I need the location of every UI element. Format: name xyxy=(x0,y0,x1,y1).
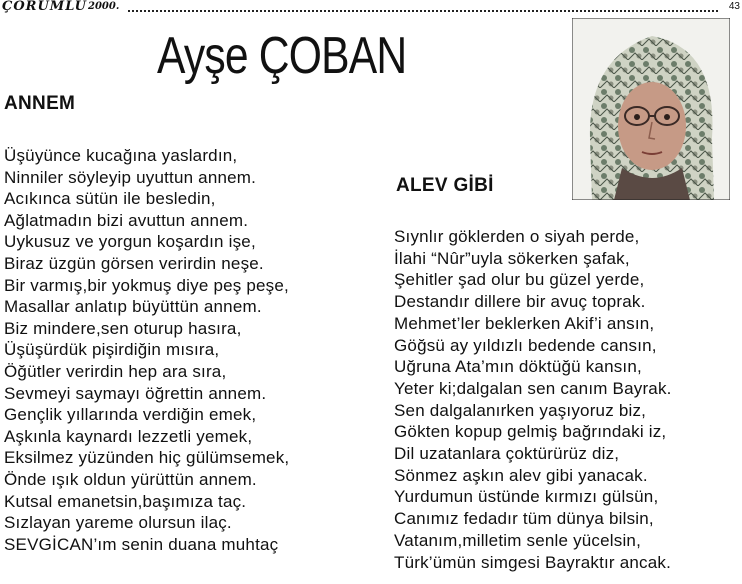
verse-line: Biz mindere,sen oturup hasıra, xyxy=(4,318,242,338)
verse-line: Dil uzatanlara çoktürürüz diz, xyxy=(394,444,620,464)
verse-line: Yurdumun üstünde kırmızı gülsün, xyxy=(394,487,659,507)
verse-line: Türk’ümün simgesi Bayraktır ancak. xyxy=(394,552,671,572)
verse-line: Acıkınca sütün ile besledin, xyxy=(4,189,216,209)
verse-line: Önde ışık oldun yürüttün annem. xyxy=(4,469,257,489)
author-name: Ayşe ÇOBAN xyxy=(157,27,407,85)
verse-line: Göğsü ay yıldızlı bedende cansın, xyxy=(394,335,657,355)
magazine-year: 2000. xyxy=(88,1,120,12)
verse-line: Mehmet’ler beklerken Akif’i ansın, xyxy=(394,313,655,333)
verse-line: Ağlatmadın bizi avuttun annem. xyxy=(4,210,249,230)
verse-line: SEVGİCAN’ım senin duana muhtaç xyxy=(4,534,279,554)
verse-line: Destandır dillere bir avuç toprak. xyxy=(394,292,646,312)
verse-line: İlahi “Nûr”uyla sökerken şafak, xyxy=(394,248,630,268)
poem-alev-gibi-verses xyxy=(394,226,672,573)
header-dotted-rule xyxy=(128,10,718,12)
verse-line: Uykusuz ve yorgun koşardın işe, xyxy=(4,232,256,252)
verse-line: Sönmez aşkın alev gibi yanacak. xyxy=(394,465,648,485)
verse-line: Vatanım,milletim senle yücelsin, xyxy=(394,530,642,550)
verse-line: Bir varmış,bir yokmuş diye peş peşe, xyxy=(4,275,289,295)
verse-line: Uğruna Ata’mın döktüğü kansın, xyxy=(394,357,642,377)
verse-line: Masallar anlatıp büyüttün annem. xyxy=(4,297,262,317)
author-portrait xyxy=(572,18,730,200)
verse-line: Canımız fedadır tüm dünya bilsin, xyxy=(394,509,654,529)
verse-line: Gençlik yıllarında verdiğin emek, xyxy=(4,405,257,425)
verse-line: Sen dalgalanırken yaşıyoruz biz, xyxy=(394,400,647,420)
verse-line: Sıynlır göklerden o siyah perde, xyxy=(394,227,640,246)
verse-line: Kutsal emanetsin,başımıza taç. xyxy=(4,491,247,511)
poem-annem-verses xyxy=(4,145,289,555)
verse-line: Sevmeyi saymayı öğrettin annem. xyxy=(4,383,267,403)
verse-line: Yeter ki;dalgalan sen canım Bayrak. xyxy=(394,378,672,398)
page-number: 43 xyxy=(728,1,740,12)
magazine-brand: ÇORUMLU xyxy=(2,0,87,14)
verse-line: Eksilmez yüzünden hiç gülümsemek, xyxy=(4,448,290,468)
poem-title-alev-gibi: ALEV GİBİ xyxy=(396,175,494,196)
verse-line: Ninniler söyleyip uyuttun annem. xyxy=(4,167,257,187)
verse-line: Gökten kopup gelmiş bağrındaki iz, xyxy=(394,422,667,442)
verse-line: Biraz üzgün görsen verirdin neşe. xyxy=(4,253,264,273)
verse-line: Üşüşürdük pişirdiğin mısıra, xyxy=(4,340,220,360)
verse-line: Aşkınla kaynardı lezzetli yemek, xyxy=(4,426,253,446)
verse-line: Üşüyünce kucağına yaslardın, xyxy=(4,146,238,165)
poem-title-annem: ANNEM xyxy=(4,93,76,114)
verse-line: Şehitler şad olur bu güzel yerde, xyxy=(394,270,645,290)
page-header xyxy=(0,0,742,16)
verse-line: Öğütler verirdin hep ara sıra, xyxy=(4,361,227,381)
verse-line: Sızlayan yareme olursun ilaç. xyxy=(4,513,232,533)
